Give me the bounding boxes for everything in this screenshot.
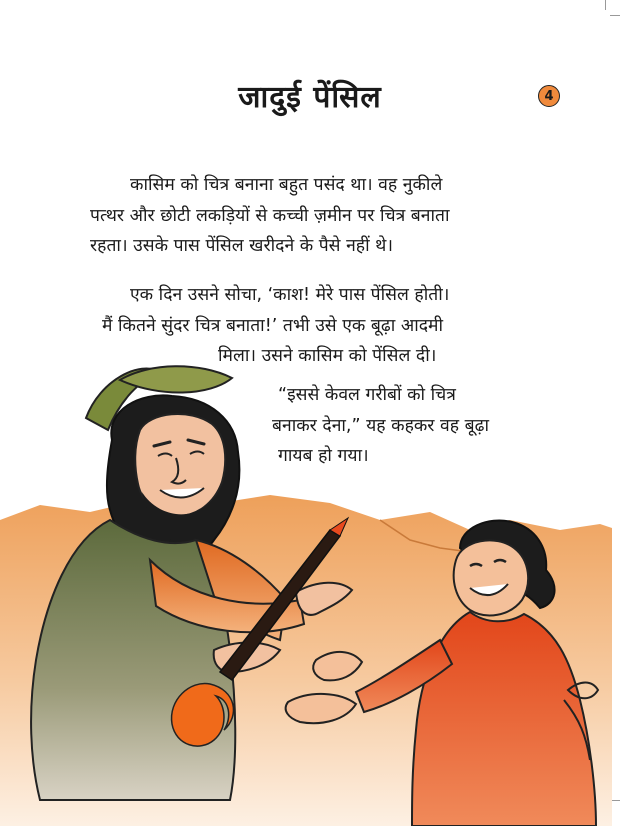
paragraph-2-line-3: मिला। उसने कासिम को पेंसिल दी। [218,346,437,366]
paragraph-2-line-2: मैं कितने सुंदर चित्र बनाता!’ तभी उसे एक बूढ़ा आदमी [102,315,443,336]
paragraph-3-line-1: “इससे केवल गरीबों को चित्र [278,385,456,405]
girl-face [454,540,528,615]
paragraph-3-line-3: गायब हो गया। [278,446,369,466]
paragraph-3-line-2: बनाकर देना,” यह कहकर वह बूढ़ा [272,415,489,436]
page-title: जादुई पेंसिल [238,80,382,115]
paragraph-1-line-3: रहता। उसके पास पेंसिल खरीदने के पैसे नहीं थे। [90,236,393,256]
page-number-badge: 4 [538,85,560,107]
paragraph-1-line-2: पत्थर और छोटी लकड़ियों से कच्ची ज़मीन पर चित्र बनाता [90,205,450,226]
story-paragraph-1 [90,170,560,262]
story-paragraph-2 [90,280,540,372]
paragraph-2-line-1: एक दिन उसने सोचा, ‘काश! मेरे पास पेंसिल होती। [130,285,450,305]
story-paragraph-3 [272,380,572,472]
paragraph-1-line-1: कासिम को चित्र बनाना बहुत पसंद था। वह नुकीले [130,175,443,195]
